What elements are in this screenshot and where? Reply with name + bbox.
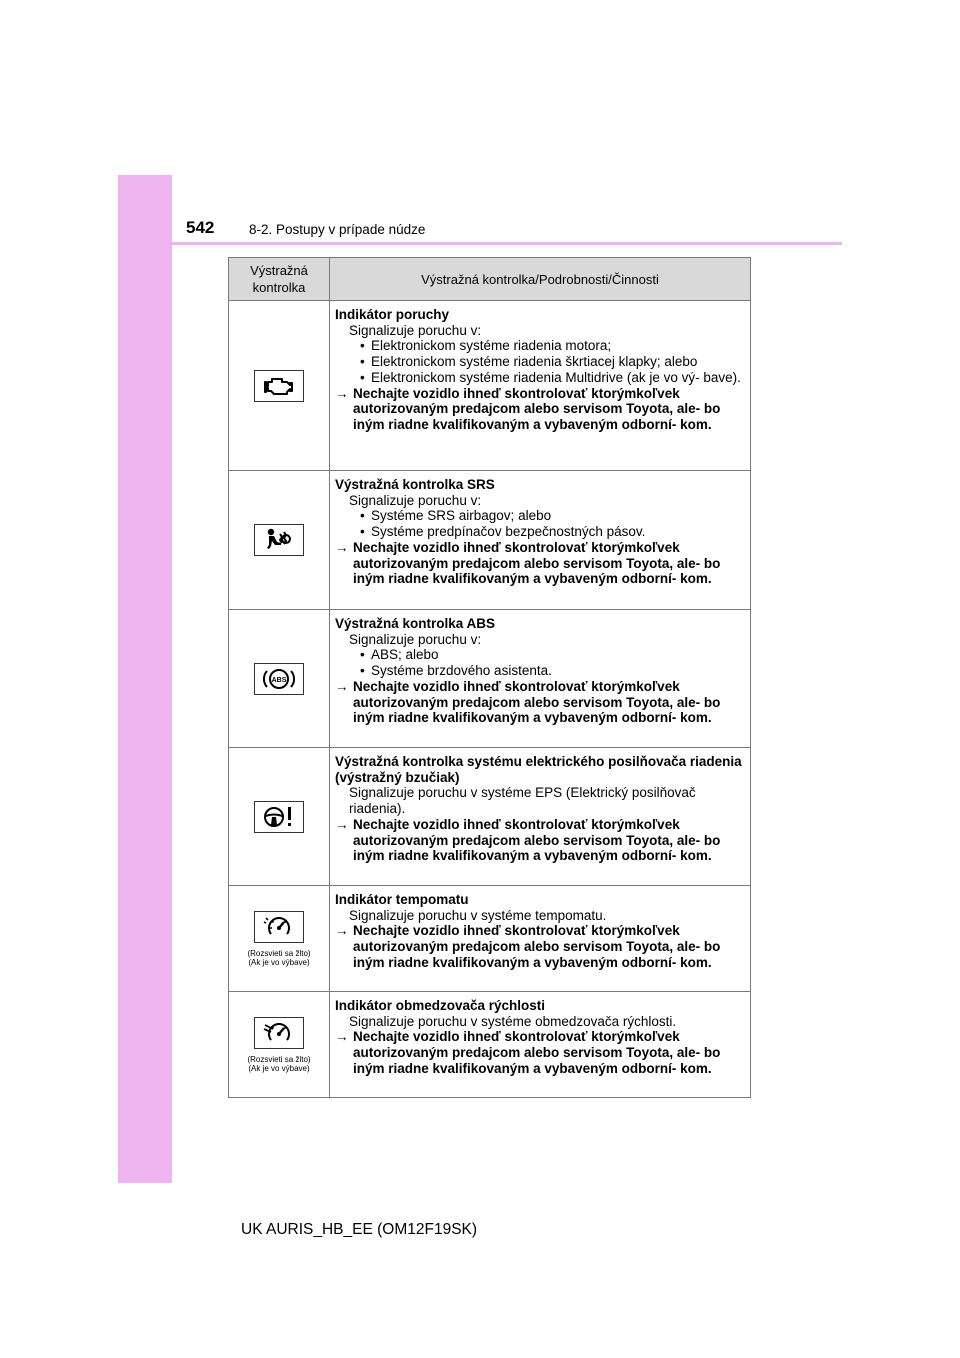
row-description [330,471,751,610]
icon-cell [229,748,330,886]
icon-note-color: (Rozsvieti sa žlto) [247,948,311,958]
table-row [229,610,751,748]
row-title: Výstražná kontrolka systému elektrického posilňovača riadenia (výstražný bzučiak) [335,754,742,785]
side-color-band [118,175,172,1183]
row-action: → Nechajte vozidlo ihneď skontrolovať ktorýmkoľvek autorizovaným predajcom alebo servisom Toyota, ale- bo iným riadne kvalifikovaným a vybaveným odborní- kom. [335,678,721,726]
column-header-light: Výstražná kontrolka [229,258,330,301]
row-action: → Nechajte vozidlo ihneď skontrolovať ktorýmkoľvek autorizovaným predajcom alebo servisom Toyota, ale- bo iným riadne kvalifikovaným a vybaveným odborní- kom. [335,1029,721,1076]
list-item: • Elektronickom systéme riadenia motora; [360,338,612,354]
list-item: • Elektronickom systéme riadenia Multidrive (ak je vo vý- bave). [360,369,741,385]
list-item: • Elektronickom systéme riadenia škrtiacej klapky; alebo [360,354,698,370]
row-action: → Nechajte vozidlo ihneď skontrolovať ktorýmkoľvek autorizovaným predajcom alebo servisom Toyota, ale- bo iným riadne kvalifikovaným a vybaveným odborní- kom. [335,923,721,970]
row-description [330,301,751,471]
list-item: • Systéme SRS airbagov; alebo [360,508,552,524]
icon-cell [229,301,330,471]
icon-cell [229,610,330,748]
row-action: → Nechajte vozidlo ihneď skontrolovať ktorýmkoľvek autorizovaným predajcom alebo servisom Toyota, ale- bo iným riadne kvalifikovaným a vybaveným odborní- kom. [335,539,721,587]
cruise-control-icon [254,911,304,943]
icon-cell [229,992,330,1098]
row-intro: Signalizuje poruchu v systéme EPS (Elektrický posilňovač riadenia). [349,785,696,817]
header-divider [118,242,842,245]
document-code: UK AURIS_HB_EE (OM12F19SK) [241,1221,478,1238]
row-title: Indikátor poruchy [335,307,450,322]
row-description [330,886,751,992]
icon-note-equipment: (Ak je vo výbave) [248,957,310,967]
table-row [229,301,751,471]
icon-note-equipment: (Ak je vo výbave) [248,1063,310,1073]
table-row [229,886,751,992]
row-title: Výstražná kontrolka ABS [335,616,496,631]
row-title: Indikátor obmedzovača rýchlosti [335,998,546,1013]
row-description [330,748,751,886]
warning-lights-table [228,257,751,1098]
table-row [229,992,751,1098]
page-number: 542 [186,218,215,237]
row-intro: Signalizuje poruchu v systéme obmedzovača rýchlosti. [349,1013,677,1029]
row-intro: Signalizuje poruchu v: [349,322,482,338]
abs-label: ABS [271,676,287,684]
row-intro: Signalizuje poruchu v: [349,492,482,508]
section-title: 8-2. Postupy v prípade núdze [249,222,426,237]
list-item: • Systéme brzdového asistenta. [360,663,552,679]
icon-cell [229,471,330,610]
engine-check-icon [254,370,304,402]
table-row [229,748,751,886]
icon-note [229,1055,329,1073]
row-action: → Nechajte vozidlo ihneď skontrolovať ktorýmkoľvek autorizovaným predajcom alebo servisom Toyota, ale- bo iným riadne kvalifikovaným a vybaveným odborní- kom. [335,816,721,864]
icon-cell [229,886,330,992]
row-description [330,610,751,748]
abs-icon [254,663,304,695]
table-row [229,471,751,610]
row-title: Výstražná kontrolka SRS [335,477,495,492]
column-header-details: Výstražná kontrolka/Podrobnosti/Činnosti [330,258,751,301]
row-description [330,992,751,1098]
eps-steering-warning-icon [254,801,304,833]
speed-limiter-icon [254,1017,304,1049]
icon-note-color: (Rozsvieti sa žlto) [247,1054,311,1064]
row-intro: Signalizuje poruchu v: [349,631,482,647]
row-action: → Nechajte vozidlo ihneď skontrolovať ktorýmkoľvek autorizovaným predajcom alebo servisom Toyota, ale- bo iným riadne kvalifikovaným a vybaveným odborní- kom. [335,385,721,432]
row-intro: Signalizuje poruchu v systéme tempomatu. [349,907,607,923]
row-title: Indikátor tempomatu [335,892,469,907]
list-item: • ABS; alebo [360,647,439,663]
list-item: • Systéme predpínačov bezpečnostných pásov. [360,524,646,540]
srs-airbag-icon [254,524,304,556]
icon-note [229,949,329,967]
table-header-row [229,258,751,301]
